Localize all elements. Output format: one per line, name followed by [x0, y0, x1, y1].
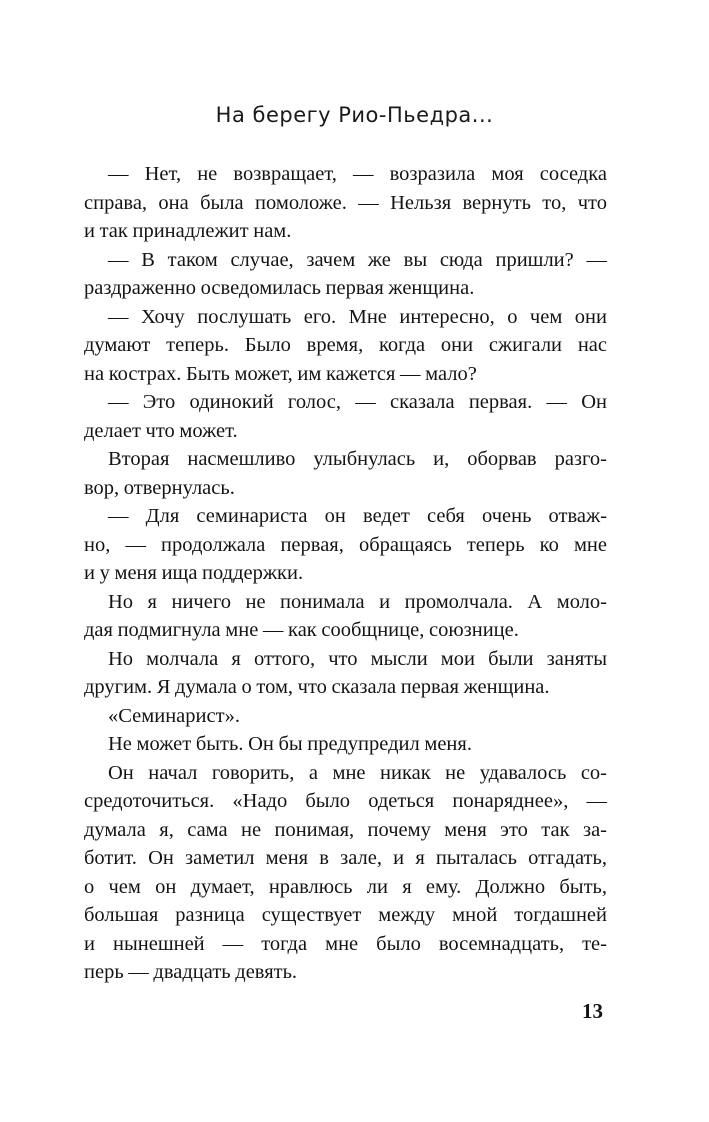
page-number: 13 [582, 999, 603, 1023]
body-text [84, 160, 607, 987]
text-line: Не может быть. Он бы предупредил меня. [108, 733, 472, 755]
text-line: — В таком случае, зачем же вы сюда пришли? — [108, 248, 607, 271]
text-line: делает что может. [84, 419, 238, 442]
text-line: Но молчала я оттого, что мысли мои были заняты [108, 647, 607, 670]
text-line: Он начал говорить, а мне никак не удавалось со- [108, 761, 607, 784]
text-line: — Для семинариста он ведет себя очень отваж- [108, 505, 607, 527]
text-line: и так принадлежит нам. [84, 220, 292, 242]
text-line: думают теперь. Было время, когда они сжигали нас [84, 334, 607, 356]
text-line: средоточиться. «Надо было одеться понаряднее», — [84, 790, 607, 812]
text-line: дая подмигнула мне — как сообщнице, союзнице. [84, 619, 519, 641]
text-line: и нынешней — тогда мне было восемнадцать, те- [84, 932, 607, 955]
text-line: Вторая насмешливо улыбнулась и, оборвав разго- [108, 448, 607, 470]
text-line: на кострах. Быть может, им кажется — мало? [84, 362, 477, 385]
text-line: большая разница существует между мной тогдашней [84, 904, 607, 926]
text-line: и у меня ища поддержки. [84, 562, 304, 584]
text-line: ботит. Он заметил меня в зале, и я пыталась отгадать, [84, 847, 607, 869]
text-line: — Это одинокий голос, — сказала первая. — Он [108, 391, 607, 413]
text-line: — Хочу послушать его. Мне интересно, о чем они [108, 305, 607, 328]
text-line: Но я ничего не понимала и промолчала. А моло- [108, 590, 607, 613]
text-line: вор, отвернулась. [84, 476, 235, 499]
running-head: На берегу Рио-Пьедра... [215, 103, 494, 127]
text-line: другим. Я думала о том, что сказала первая женщина. [84, 676, 550, 698]
text-line: справа, она была помоложе. — Нельзя вернуть то, что [84, 191, 607, 214]
text-line: о чем он думает, нравлюсь ли я ему. Должно быть, [84, 875, 607, 898]
text-line: «Семинарист». [108, 704, 240, 727]
text-line: раздраженно осведомилась первая женщина. [84, 277, 475, 299]
text-line: думала я, сама не понимая, почему меня это так за- [84, 818, 607, 841]
text-line: но, — продолжала первая, обращаясь теперь ко мне [84, 533, 607, 556]
text-line: — Нет, не возвращает, — возразила моя соседка [108, 163, 607, 185]
text-line: перь — двадцать девять. [84, 961, 298, 983]
